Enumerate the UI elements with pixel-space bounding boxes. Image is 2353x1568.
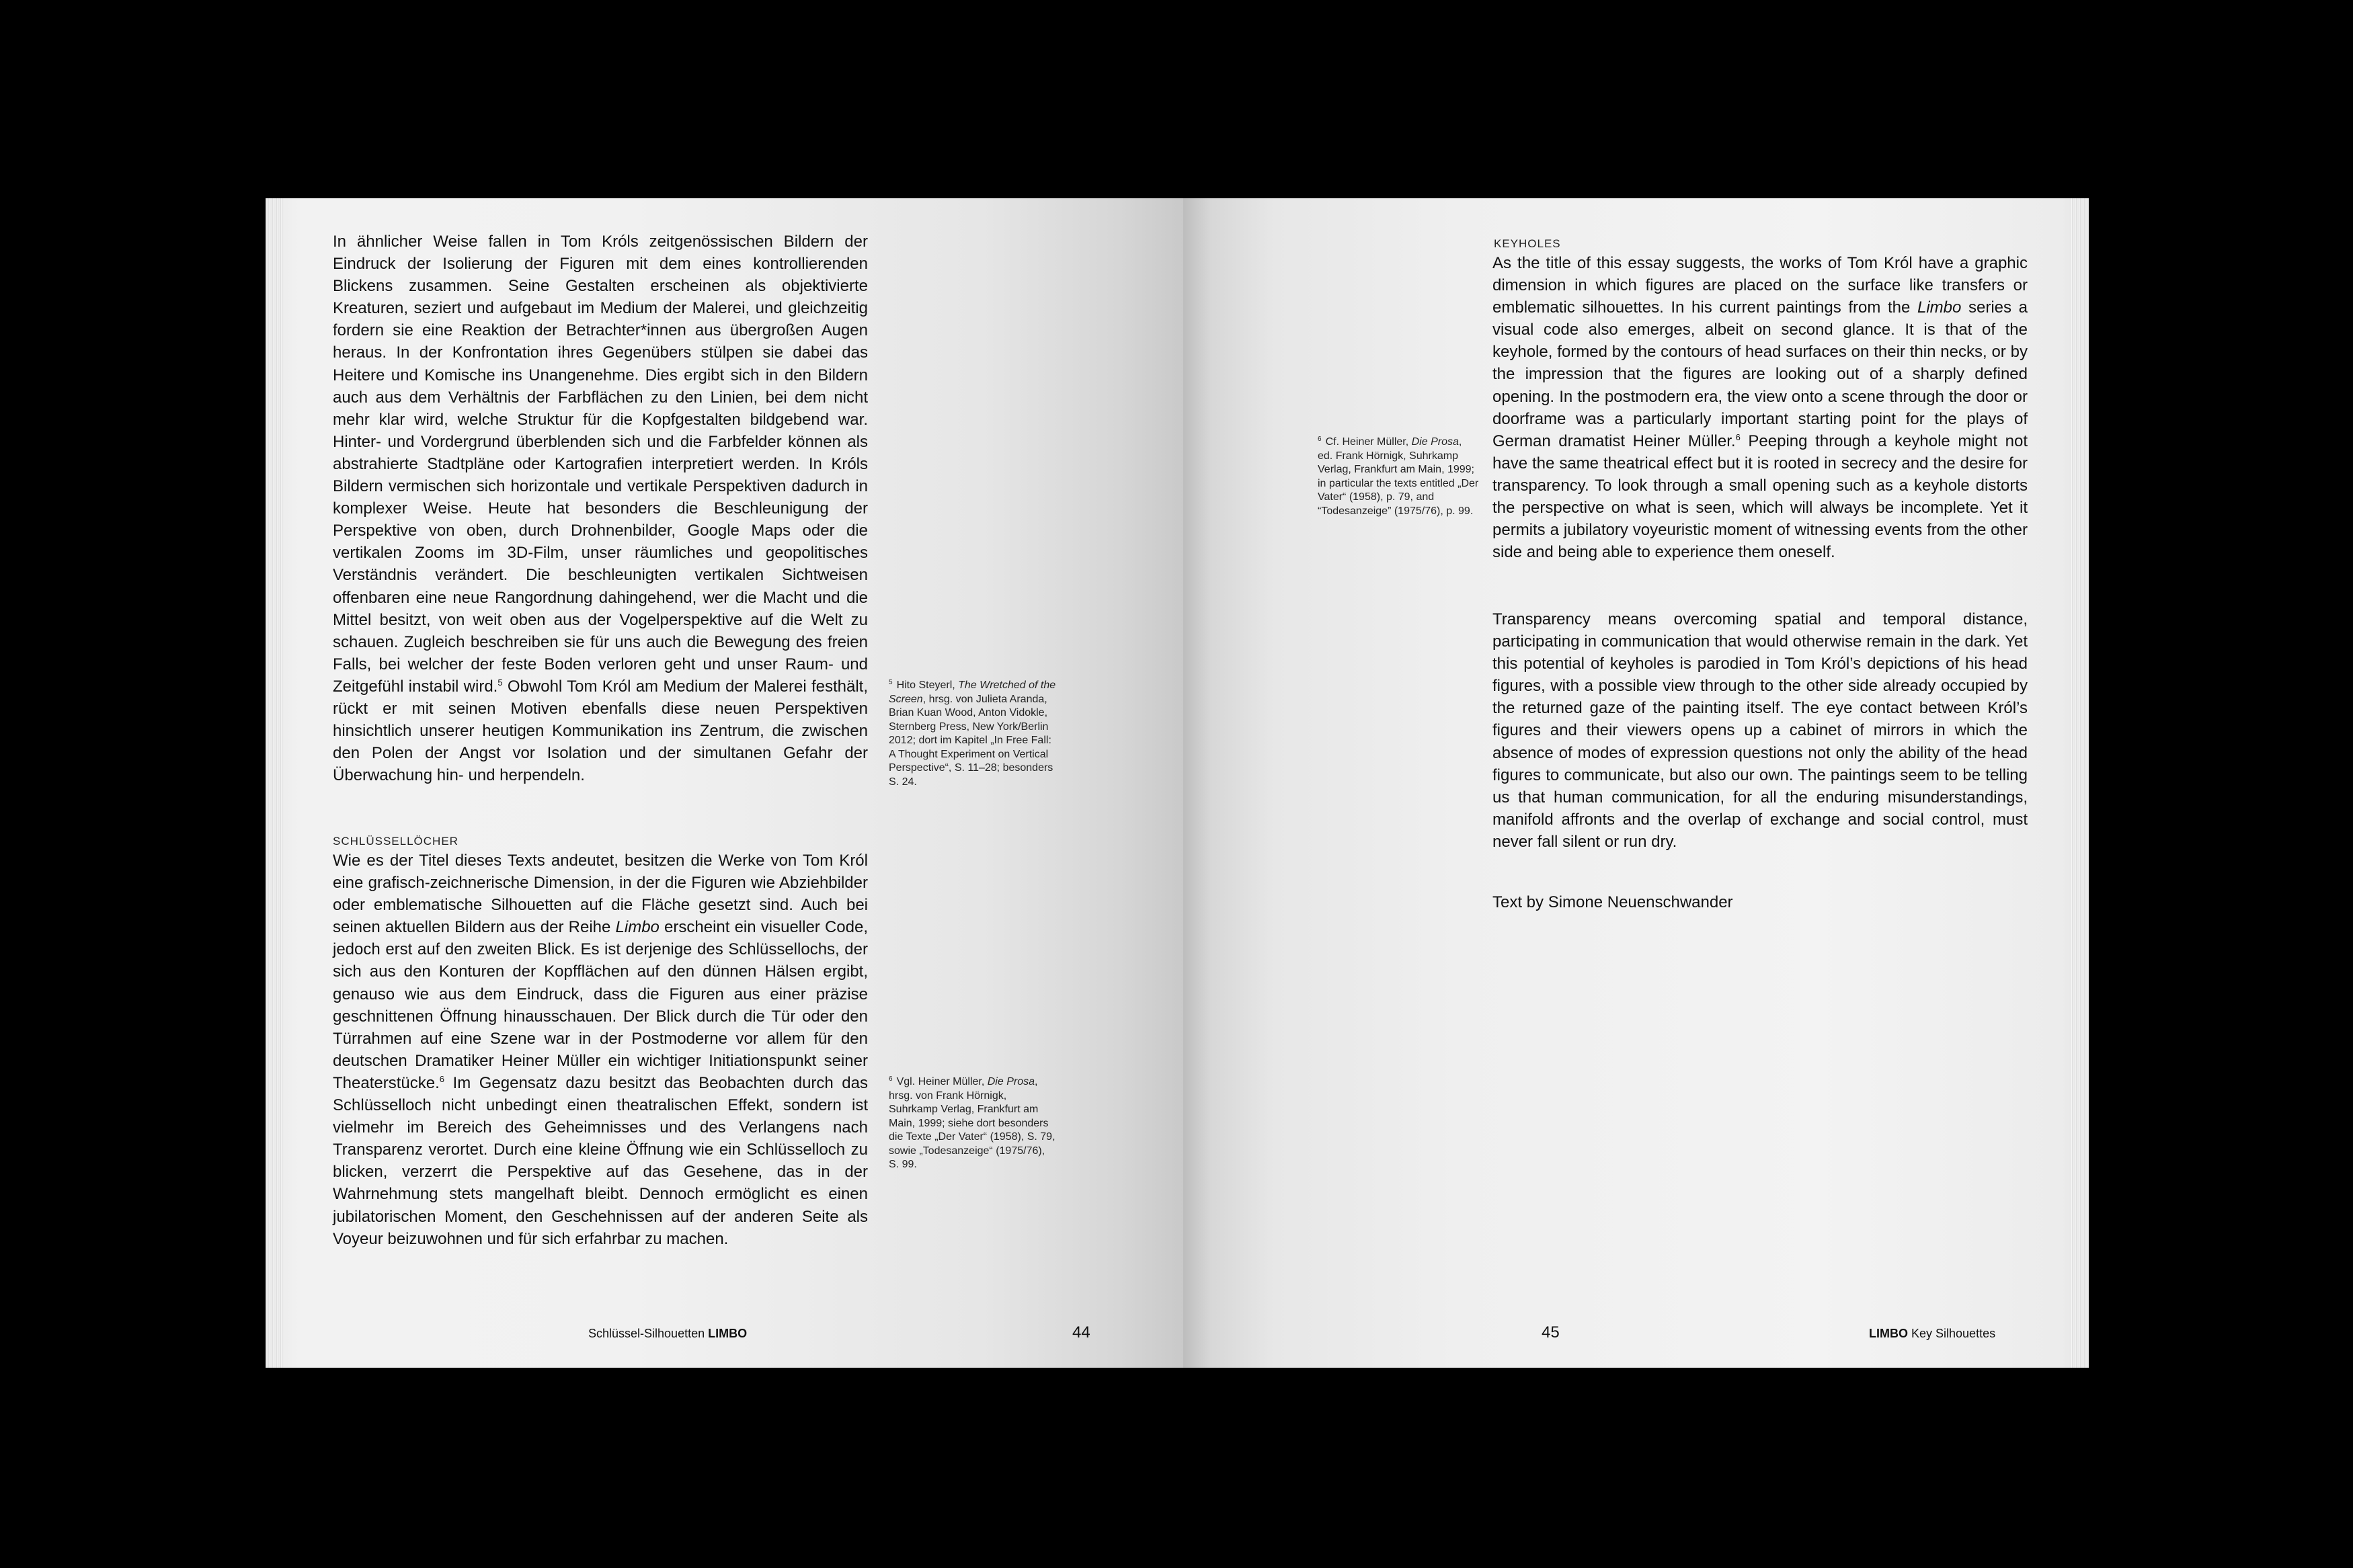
right-body-paragraph-1 (1492, 252, 2028, 563)
right-footnote-6 (1318, 436, 1479, 518)
right-footnote-6-number: 6 (1318, 435, 1322, 443)
right-page-number: 45 (1542, 1323, 1560, 1342)
left-section-heading: SCHLÜSSELLÖCHER (333, 835, 458, 848)
right-paragraph-1-italic: Limbo (1917, 298, 1962, 317)
footnote-6-number: 6 (889, 1075, 893, 1083)
right-paragraph-2-text: Transparency means overcoming spatial and temporal distance, participating in communication that would otherwise remain in the dark. Yet this potential of keyholes is parodied in Tom Król’s depictions of his head figures, with a possible view through to the other side already occupied by the returned gaze of the painting itself. The eye contact between Król’s figures and their viewers opens up a cabinet of mirrors in which the absence of modes of expression questions not only the ability of the head figures to communicate, but also our own. The paintings seem to be telling us that human communication, for all the enduring misunderstandings, manifold affronts and the overlap of exchange and social control, must never fall silent or run dry. (1492, 610, 2028, 851)
left-running-head-bold: LIMBO (708, 1327, 748, 1340)
right-footnote-ref-6: 6 (1735, 431, 1741, 442)
footnote-6-title: Die Prosa (987, 1076, 1035, 1087)
left-footnote-6 (889, 1075, 1057, 1172)
left-page (266, 198, 1183, 1368)
footnote-5-title: The Wretched of the Screen (889, 679, 1056, 705)
author-credit: Text by Simone Neuenschwander (1492, 893, 1733, 911)
footnote-5-number: 5 (889, 678, 893, 686)
left-running-head-text: Schlüssel-Silhouetten (588, 1327, 709, 1340)
page-edge-right (2071, 198, 2089, 1368)
right-paragraph-1-a: As the title of this essay suggests, the works of Tom Król have a graphic dimension in which figures are placed on the surface like transfers or emblematic silhouettes. In his current paintings from the (1492, 254, 2028, 317)
right-footnote-6-title: Die Prosa (1411, 436, 1459, 448)
left-body-paragraph-2 (333, 850, 868, 1250)
right-section-heading: KEYHOLES (1494, 237, 1561, 250)
right-footnote-6-text-a: Cf. Heiner Müller, (1325, 436, 1412, 448)
right-running-head (1869, 1327, 1995, 1341)
left-paragraph-1-text: In ähnlicher Weise fallen in Tom Króls zeitgenössischen Bildern der Eindruck der Isolierung der Figuren mit dem eines kontrollierenden Blickens zusammen. Seine Gestalten erscheinen als objektivierte Kreaturen, seziert und aufgebaut im Medium der Malerei, und gleichzeitig fordern sie eine Reaktion der Betrachter*innen aus übergroßen Augen heraus. In der Konfrontation ihres Gegenübers stülpen sie dabei das Heitere und Komische ins Unangenehme. Dies ergibt sich in den Bildern auch aus dem Verhältnis der Farbflächen zu den Linien, bei dem nicht mehr klar wird, welche Struktur für die Kopfgestalten bildgebend war. Hinter- und Vordergrund überblenden sich und die Farbfelder können als abstrahierte Stadtpläne oder Kartografien interpretiert werden. In Króls Bildern vermischen sich horizontale und vertikale Perspektiven dadurch in komplexer Weise. Heute hat besonders die Beschleunigung der Perspektive von oben, durch Drohnenbilder, Google Maps oder die vertikalen Zooms im 3D-Film, unser räumliches und geopolitisches Verständnis verändert. Die beschleunigten vertikalen Sichtweisen offenbaren eine neue Rangordnung dahingehend, wer die Macht und die Mittel besitzt, von weit oben aus der Vogelperspektive auf die Welt zu schauen. Zugleich beschreiben sie für uns auch die Bewegung des freien Falls, bei welcher der feste Boden verloren geht und unser Raum- und Zeitgefühl instabil wird. (333, 233, 868, 696)
right-running-head-text: Key Silhouettes (1908, 1327, 1996, 1340)
left-paragraph-2-a: Wie es der Titel dieses Texts andeutet, besitzen die Werke von Tom Król eine grafisch-zeichnerische Dimension, in der die Figuren wie Abziehbilder oder emblematische Silhouetten auf die Fläche gesetzt sind. Auch bei seinen aktuellen Bildern aus der Reihe (333, 852, 868, 937)
right-running-head-bold: LIMBO (1869, 1327, 1908, 1340)
footnote-ref-6: 6 (439, 1073, 444, 1084)
left-paragraph-2-c: Im Gegensatz dazu besitzt das Beobachten durch das Schlüsselloch nicht unbedingt einen theatralischen Effekt, sondern ist vielmehr im Bereich des Geheimnisses und des Verlangens nach Transparenz verortet. Durch eine kleine Öffnung wie ein Schlüsselloch zu blicken, verzerrt die Perspektive auf das Gesehene, das in der Wahrnehmung stets mangelhaft bleibt. Dennoch ermöglicht es einen jubilatorischen Moment, den Geschehnissen auf der anderen Seite als Voyeur beizuwohnen und für sich erfahrbar zu machen. (333, 1073, 868, 1248)
page-edge-left (266, 198, 283, 1368)
right-footnote-6-text-b: , ed. Frank Hörnigk, Suhrkamp Verlag, Frankfurt am Main, 1999; in particular the texts entitled „Der Vater“ (1958), p. 79, and “Todesanzeige” (1975/76), p. 99. (1318, 436, 1479, 517)
footnote-5-text-b: , hrsg. von Julieta Aranda, Brian Kuan Wood, Anton Vidokle, Sternberg Press, New York/Berlin 2012; dort im Kapitel „In Free Fall: A Thought Experiment on Vertical Perspective“, S. 11–28; besonders S. 24. (889, 693, 1053, 788)
footnote-6-text-a: Vgl. Heiner Müller, (896, 1076, 988, 1087)
left-page-number: 44 (1072, 1323, 1090, 1342)
footnote-6-text-b: , hrsg. von Frank Hörnigk, Suhrkamp Verlag, Frankfurt am Main, 1999; siehe dort besonders die Texte „Der Vater“ (1958), S. 79, sowie „Todesanzeige“ (1975/76), S. 99. (889, 1076, 1055, 1170)
left-paragraph-2-italic: Limbo (615, 918, 660, 937)
left-body-paragraph-1 (333, 231, 868, 786)
right-paragraph-1-b: series a visual code also emerges, albeit on second glance. It is that of the keyhole, formed by the contours of head surfaces on their thin necks, or by the impression that the figures are looking out of a sharply defined opening. In the postmodern era, the view onto a scene through the door or doorframe was a particularly important starting point for the plays of German dramatist Heiner Müller. (1492, 298, 2028, 450)
footnote-5-text-a: Hito Steyerl, (896, 679, 959, 691)
right-paragraph-1-c: Peeping through a keyhole might not have the same theatrical effect but it is rooted in secrecy and the desire for transparency. To look through a small opening such as a keyhole distorts the perspective on what is seen, which will always be incomplete. Yet it permits a jubilatory voyeuristic moment of witnessing events from the other side and being able to experience them oneself. (1492, 431, 2028, 562)
left-paragraph-1-end: Obwohl Tom Król am Medium der Malerei festhält, rückt er mit seinen Motiven ebenfalls diese neuen Perspektiven hinsichtlich unserer heutigen Kommunikation ins Zentrum, die zwischen den Polen der Angst vor Isolation und der simultanen Gefahr der Überwachung hin- und herpendeln. (333, 677, 868, 785)
left-paragraph-2-b: erscheint ein visueller Code, jedoch erst auf den zweiten Blick. Es ist derjenige des Schlüssellochs, der sich aus den Konturen der Kopfflächen auf den dünnen Hälsen ergibt, genauso wie aus dem Eindruck, dass die Figuren aus einer präzise geschnittenen Öffnung hinausschauen. Der Blick durch die Tür oder den Türrahmen auf eine Szene war in der Postmoderne vor allem für den deutschen Dramatiker Heiner Müller ein wichtiger Initiationspunkt seiner Theaterstücke. (333, 918, 868, 1092)
right-page (1183, 198, 2089, 1368)
footnote-ref-5: 5 (497, 677, 503, 688)
right-body-paragraph-2 (1492, 608, 2028, 853)
left-running-head (588, 1327, 747, 1341)
left-footnote-5 (889, 679, 1057, 789)
open-book-spread (266, 198, 2089, 1368)
